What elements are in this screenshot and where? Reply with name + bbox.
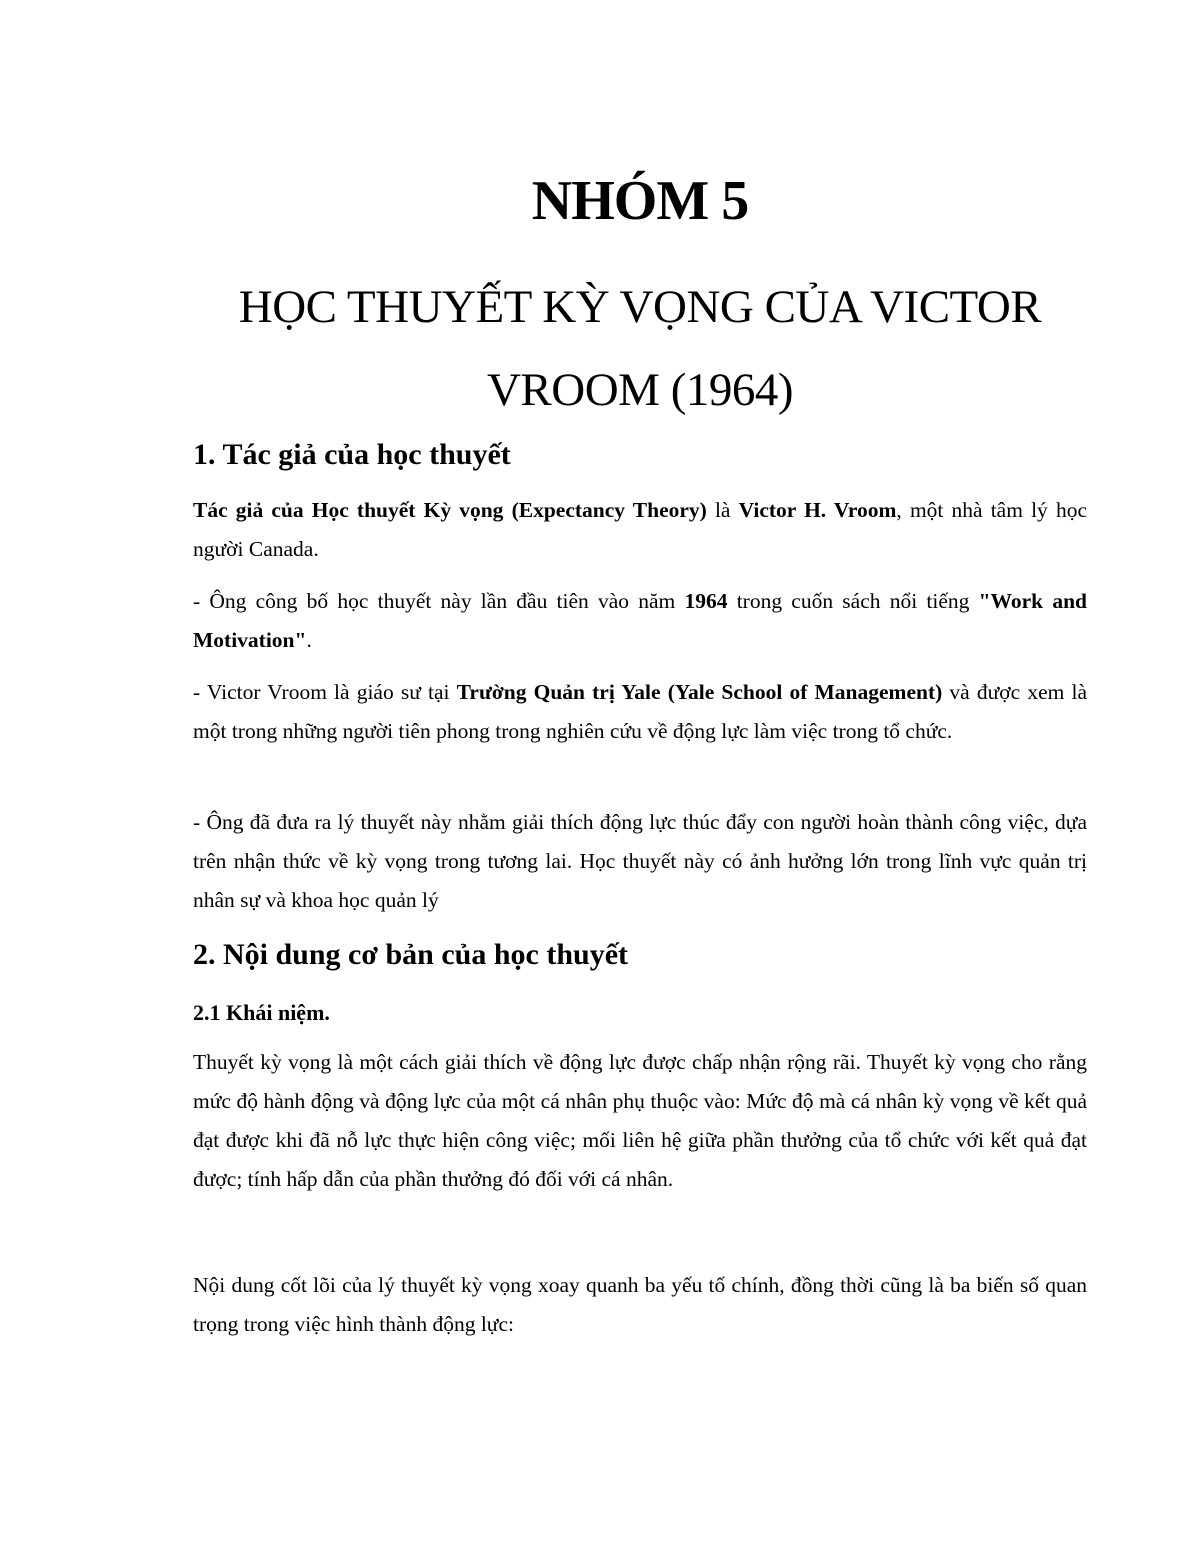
text-span: trong cuốn sách nổi tiếng	[727, 589, 979, 613]
author-theory-name: Tác giả của Học thuyết Kỳ vọng (Expectancy Theory)	[193, 498, 707, 522]
section-2-paragraph-1: Thuyết kỳ vọng là một cách giải thích về động lực được chấp nhận rộng rãi. Thuyết kỳ vọng cho rằng mức độ hành động và động lực của một cá nhân phụ thuộc vào: Mức độ mà cá nhân kỳ vọng về kết quả đạt được khi đã nỗ lực thực hiện công việc; mối liên hệ giữa phần thưởng của tổ chức với kết quả đạt được; tính hấp dẫn của phần thưởng đó đối với cá nhân.	[193, 1050, 1087, 1191]
text-span: và được xem là một trong những người tiên phong trong nghiên cứu về động lực làm việc trong tổ chức.	[193, 680, 1087, 743]
section-2-paragraph-2: Nội dung cốt lõi của lý thuyết kỳ vọng xoay quanh ba yếu tố chính, đồng thời cũng là ba biến số quan trọng trong việc hình thành động lực:	[193, 1273, 1087, 1336]
school-name: Trường Quản trị Yale (Yale School of Management)	[456, 680, 943, 704]
text-span: - Ông công bố học thuyết này lần đầu tiên vào năm	[193, 589, 685, 613]
section-1-paragraph-2	[193, 582, 1087, 660]
section-2-heading: 2. Nội dung cơ bản của học thuyết	[193, 938, 629, 971]
document-title-line-1: HỌC THUYẾT KỲ VỌNG CỦA VICTOR	[238, 281, 1042, 333]
document-title-line-2: VROOM (1964)	[486, 364, 794, 416]
text-span: , một nhà tâm lý học người Canada.	[193, 498, 1087, 561]
group-title: NHÓM 5	[531, 170, 749, 232]
author-name: Victor H. Vroom	[738, 498, 897, 522]
subsection-2-1-heading: 2.1 Khái niệm.	[193, 1000, 330, 1025]
section-1-paragraph-1	[193, 491, 1087, 569]
section-1-paragraph-4: - Ông đã đưa ra lý thuyết này nhằm giải thích động lực thúc đẩy con người hoàn thành công việc, dựa trên nhận thức về kỳ vọng trong tương lai. Học thuyết này có ảnh hưởng lớn trong lĩnh vực quản trị nhân sự và khoa học quản lý	[193, 810, 1087, 912]
section-1-heading: 1. Tác giả của học thuyết	[193, 438, 511, 471]
text-span: - Victor Vroom là giáo sư tại	[193, 680, 457, 704]
book-title: "Work and Motivation"	[193, 589, 1087, 652]
section-1-paragraph-3	[193, 673, 1087, 751]
publication-year: 1964	[684, 589, 728, 613]
document-title	[193, 266, 1087, 432]
text-span: .	[306, 628, 312, 652]
text-span: là	[706, 498, 739, 522]
